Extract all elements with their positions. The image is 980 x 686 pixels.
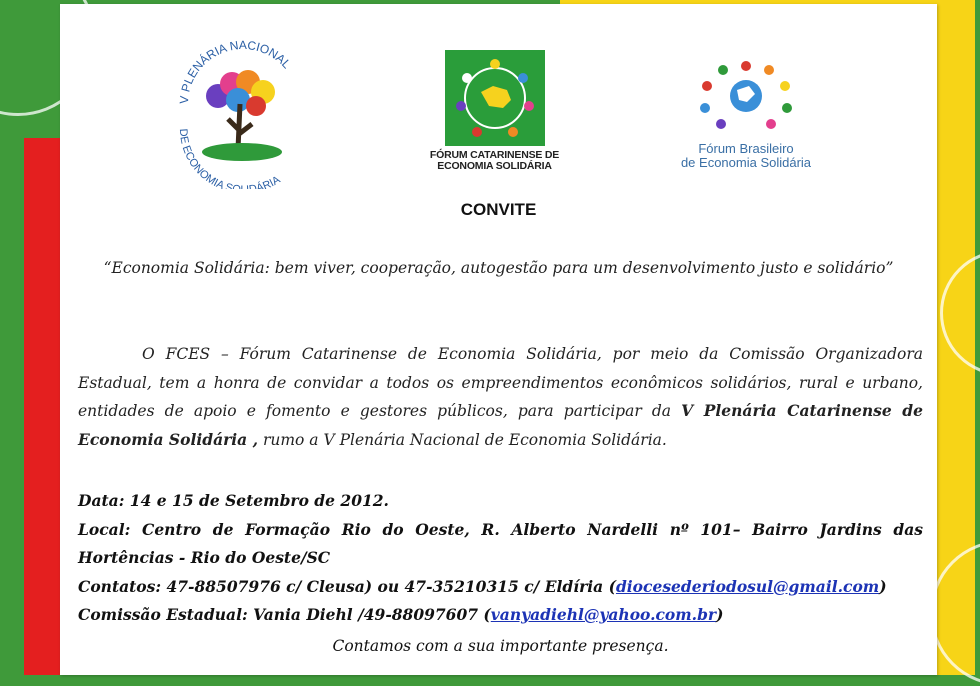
fbes-logo <box>666 58 826 178</box>
event-details <box>78 487 923 660</box>
invitation-card <box>60 4 937 675</box>
paragraph-text: rumo a V Plenária Nacional de Economia Solidária. <box>258 430 667 449</box>
commission-text: Comissão Estadual: Vania Diehl /49-88097607 ( <box>78 605 491 624</box>
people-circle-icon <box>445 50 545 146</box>
event-location: Local: Centro de Formação Rio do Oeste, R. Alberto Nardelli nº 101– Bairro Jardins das Hortências - Rio do Oeste/SC <box>78 519 923 567</box>
globe-people-icon <box>691 58 801 136</box>
event-contacts <box>78 573 923 602</box>
paragraph-text: O FCES – Fórum Catarinense de Economia Solidária, por meio da Comissão Organizadora Estadual, tem a honra de convidar a todos os empreendimentos econômicos solidários, rural e urbano, entidades de apoio e fomento e gestores públicos, para participar da <box>78 345 923 420</box>
page-title: CONVITE <box>460 200 537 219</box>
fces-caption-line: FÓRUM CATARINENSE DE <box>429 149 560 161</box>
fces-logo <box>422 50 567 180</box>
event-theme-quote: “Economia Solidária: bem viver, cooperação, autogestão para um desenvolvimento justo e solidário” <box>103 259 894 277</box>
contact-email-link[interactable]: diocesederiodosul@gmail.com <box>615 576 880 596</box>
contacts-text: Contatos: 47-88507976 c/ Cleusa) ou 47-35210315 c/ Eldíria ( <box>78 576 616 596</box>
plenaria-nacional-logo <box>168 34 313 189</box>
commission-text: ) <box>716 605 724 624</box>
fces-emblem <box>445 50 545 146</box>
svg-text:DE ECONOMIA SOLIDÁRIA: DE ECONOMIA S ÁRIA <box>176 128 283 189</box>
closing-line: Contamos com a sua importante presença. <box>332 636 669 655</box>
state-commission <box>78 601 923 630</box>
fbes-caption-line: de Economia Solidária <box>680 155 812 170</box>
event-date: Data: 14 e 15 de Setembro de 2012. <box>78 491 389 510</box>
svg-text:V PLENÁRIA NACIONAL: V PLENÁRIA NACIONAL <box>176 38 294 105</box>
tree-icon <box>168 34 313 189</box>
commission-email-link[interactable]: vanyadiehl@yahoo.com.br <box>490 605 717 624</box>
contacts-text: ) <box>879 576 887 596</box>
event-name: V Plenária Catarinense de Economia Solidária , <box>78 401 924 449</box>
fces-caption-line: ECONOMIA SOLIDÁRIA <box>437 160 552 172</box>
invitation-paragraph <box>78 340 923 454</box>
fbes-caption-line: Fórum Brasileiro <box>698 141 794 156</box>
